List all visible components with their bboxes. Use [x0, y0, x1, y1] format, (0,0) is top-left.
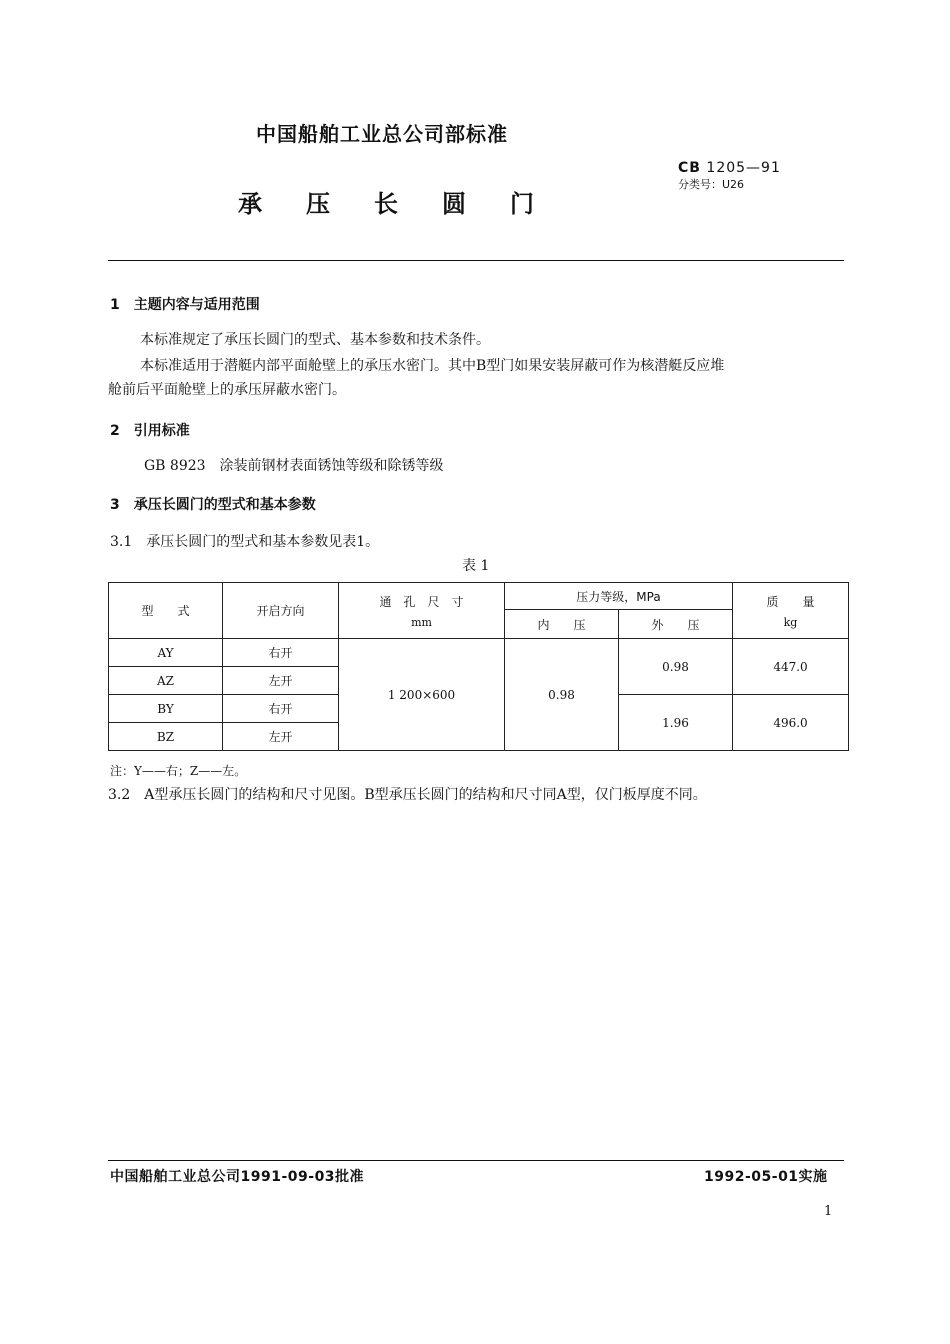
header-outer-pressure: 外 压: [619, 610, 733, 639]
cell-type: BZ: [109, 723, 223, 751]
parameters-table: [108, 582, 849, 751]
cell-inner-pressure: 0.98: [505, 639, 619, 751]
title-char: 门: [510, 190, 534, 218]
standard-number: 1205—91: [706, 160, 781, 176]
cell-opening: 左开: [223, 667, 339, 695]
clause-3-2: 3.2 A型承压长圆门的结构和尺寸见图。B型承压长圆门的结构和尺寸同A型，仅门板厚度不同。: [108, 787, 707, 803]
header-mass-label: 质 量: [766, 594, 815, 609]
header-opening: 开启方向: [223, 583, 339, 639]
section-3-heading: 3 承压长圆门的型式和基本参数: [110, 497, 316, 513]
classification-number: 分类号：U26: [678, 178, 745, 191]
header-rule: [108, 260, 844, 261]
section-1-paragraph-1: 本标准规定了承压长圆门的型式、基本参数和技术条件。: [140, 332, 490, 348]
header-pressure: 压力等级，MPa: [505, 583, 733, 610]
title-char: 承: [238, 190, 262, 218]
page-number: 1: [824, 1204, 833, 1219]
cell-type: AZ: [109, 667, 223, 695]
cell-outer-pressure: 0.98: [619, 639, 733, 695]
standard-prefix: CB: [678, 160, 701, 176]
section-1-heading: 1 主题内容与适用范围: [110, 297, 260, 313]
title-char: 压: [306, 190, 330, 218]
cell-type: BY: [109, 695, 223, 723]
header-inner-pressure: 内 压: [505, 610, 619, 639]
header-aperture-label: 通 孔 尺 寸: [379, 594, 464, 609]
cell-mass: 496.0: [733, 695, 849, 751]
effective-date: 1992-05-01实施: [704, 1169, 828, 1185]
header-mass-unit: kg: [783, 615, 798, 629]
header-mass: [733, 583, 849, 639]
title-char: 圆: [442, 190, 466, 218]
approval-date: 中国船舶工业总公司1991-09-03批准: [110, 1169, 365, 1185]
cell-type: AY: [109, 639, 223, 667]
header-aperture-unit: mm: [411, 615, 432, 629]
cell-opening: 右开: [223, 695, 339, 723]
cell-opening: 右开: [223, 639, 339, 667]
clause-3-1: 3.1 承压长圆门的型式和基本参数见表1。: [110, 534, 380, 550]
header-aperture: [339, 583, 505, 639]
section-2-heading: 2 引用标准: [110, 423, 190, 439]
cell-aperture: 1 200×600: [339, 639, 505, 751]
standard-code: [678, 160, 781, 176]
cell-opening: 左开: [223, 723, 339, 751]
table-caption: 表 1: [462, 558, 490, 574]
issuing-organization: 中国船舶工业总公司部标准: [256, 122, 508, 146]
cell-outer-pressure: 1.96: [619, 695, 733, 751]
document-title: [238, 184, 578, 219]
section-1-paragraph-2-cont: 舱前后平面舱壁上的承压屏蔽水密门。: [108, 382, 346, 398]
cell-mass: 447.0: [733, 639, 849, 695]
title-char: 长: [374, 190, 398, 218]
header-type: 型 式: [109, 583, 223, 639]
footer-rule: [108, 1160, 844, 1161]
table-row: [109, 639, 849, 667]
reference-standard: GB 8923 涂装前钢材表面锈蚀等级和除锈等级: [144, 458, 444, 474]
section-1-paragraph-2: 本标准适用于潜艇内部平面舱壁上的承压水密门。其中B型门如果安装屏蔽可作为核潜艇反应堆: [140, 358, 725, 374]
table-note: 注：Y——右；Z——左。: [110, 764, 247, 778]
